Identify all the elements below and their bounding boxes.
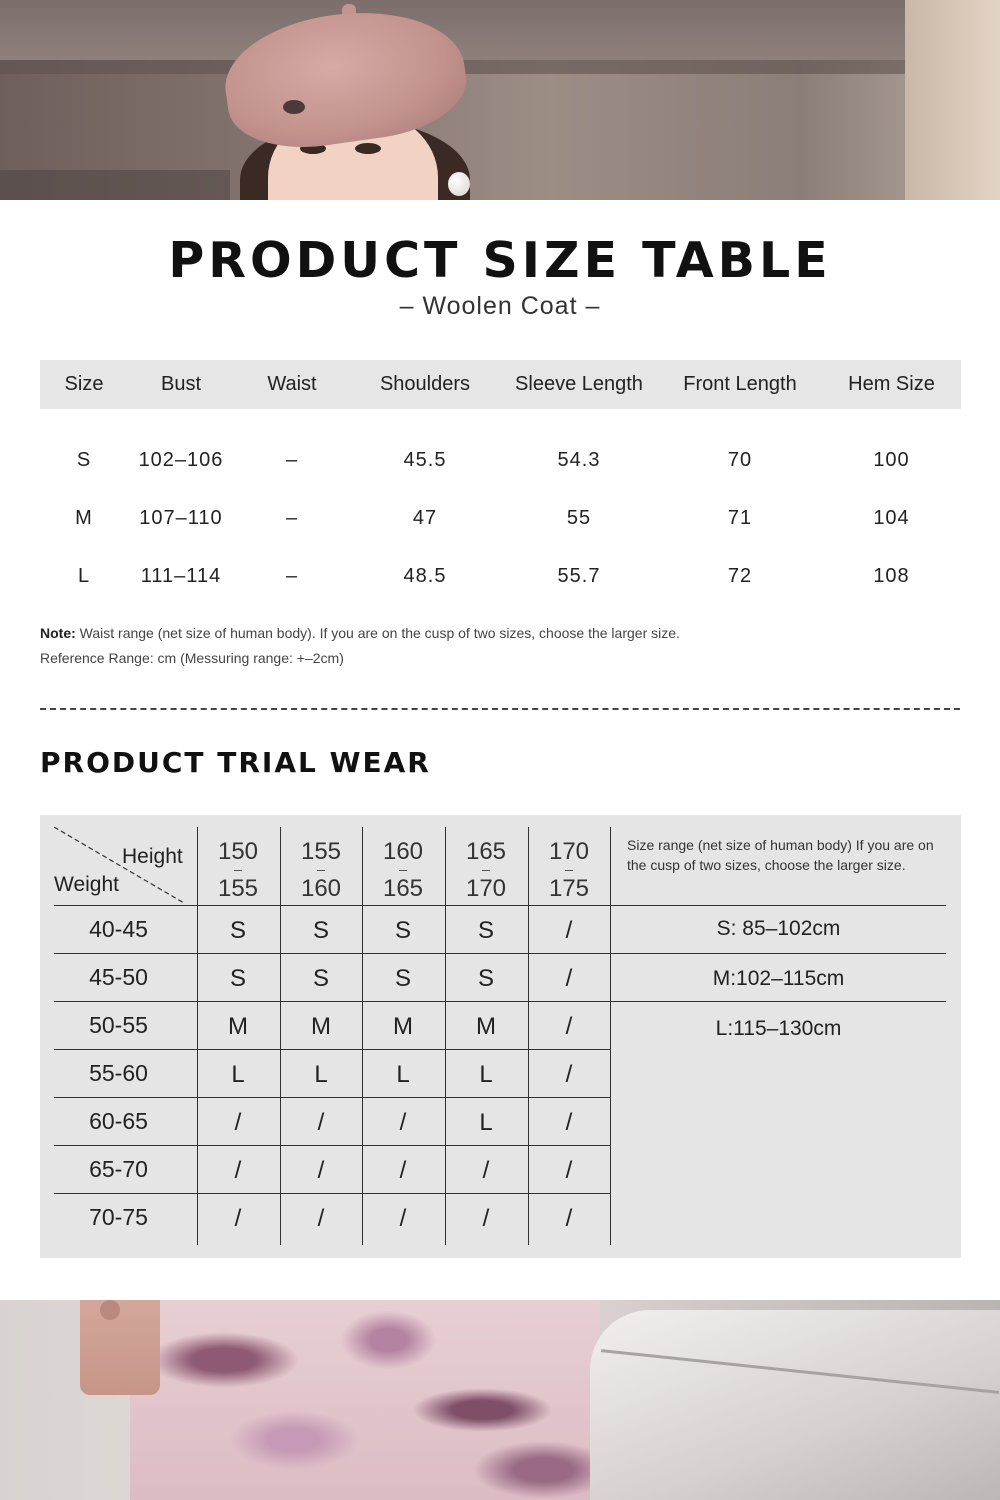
size-cell: / [399, 1205, 407, 1232]
size-cell: / [565, 1205, 573, 1232]
size-cell: S [477, 965, 494, 992]
cell-hem-size: 100 [873, 449, 910, 471]
size-cell: / [234, 1109, 242, 1136]
size-cell: L [396, 1061, 410, 1088]
cell-shoulders: 45.5 [403, 449, 447, 471]
trial-wear-table [40, 815, 961, 1258]
height-top: 170 [548, 838, 590, 865]
cell-size: S [76, 449, 92, 471]
cell-sleeve-length: 55.7 [557, 565, 601, 587]
size-note [40, 625, 960, 641]
table-row [40, 556, 961, 596]
height-bottom: 170 [465, 875, 507, 902]
model-photo-bottom [0, 1300, 1000, 1500]
header-shoulders: Shoulders [379, 373, 471, 395]
page-title: PRODUCT SIZE TABLE [168, 232, 832, 289]
height-bottom: 175 [548, 875, 590, 902]
size-range-s: S: 85–102cm [716, 917, 841, 940]
size-cell: S [394, 917, 411, 944]
dashed-divider [40, 708, 960, 710]
height-column-header [280, 833, 362, 907]
cell-size: L [77, 565, 91, 587]
cell-sleeve-length: 54.3 [557, 449, 601, 471]
header-sleeve-length: Sleeve Length [515, 373, 643, 395]
size-cell: M [228, 1013, 248, 1040]
size-cell: / [565, 1061, 573, 1088]
cell-waist: – [285, 565, 299, 587]
size-cell: / [565, 1013, 573, 1040]
height-top: 155 [300, 838, 342, 865]
size-cell: / [565, 1109, 573, 1136]
size-range-l: L:115–130cm [715, 1017, 842, 1040]
size-cell: L [314, 1061, 328, 1088]
size-cell: / [565, 917, 573, 944]
cell-hem-size: 108 [873, 565, 910, 587]
header-waist: Waist [267, 373, 317, 395]
model-photo-top [0, 0, 1000, 200]
size-cell: / [482, 1205, 490, 1232]
weight-range: 55-60 [89, 1060, 148, 1086]
size-table-header [40, 360, 961, 409]
cell-sleeve-length: 55 [566, 507, 592, 529]
floral-skirt [130, 1300, 600, 1500]
cell-shoulders: 48.5 [403, 565, 447, 587]
cell-front-length: 72 [727, 565, 753, 587]
pearl-earring-icon [448, 172, 470, 196]
cell-bust: 102–106 [138, 449, 224, 471]
height-top: 165 [465, 838, 507, 865]
size-cell: L [479, 1109, 493, 1136]
height-column-header [528, 833, 610, 907]
note-text: Waist range (net size of human body). If you are on the cusp of two sizes, choose the larger size. [75, 625, 680, 641]
height-column-header [197, 833, 279, 907]
cell-shoulders: 47 [412, 507, 438, 529]
height-top: 160 [382, 838, 424, 865]
height-bottom: 165 [382, 875, 424, 902]
size-range-m: M:102–115cm [712, 967, 845, 990]
page-subtitle: – Woolen Coat – [399, 292, 601, 320]
size-cell: S [229, 917, 246, 944]
weight-range: 60-65 [89, 1108, 148, 1134]
size-chart-card [0, 200, 1000, 1300]
header-front-length: Front Length [683, 373, 797, 395]
header-bust: Bust [160, 373, 202, 395]
weight-range: 50-55 [89, 1012, 148, 1038]
size-cell: S [477, 917, 494, 944]
size-cell: / [317, 1205, 325, 1232]
weight-range: 65-70 [89, 1156, 148, 1182]
table-row [40, 498, 961, 538]
height-top: 150 [217, 838, 259, 865]
reference-range: Reference Range: cm (Messuring range: +–2cm) [40, 650, 344, 666]
weight-label: Weight [54, 873, 119, 896]
table-row [40, 440, 961, 480]
weight-range: 70-75 [89, 1204, 148, 1230]
size-cell: / [399, 1109, 407, 1136]
height-bottom: 160 [300, 875, 342, 902]
size-cell: / [482, 1157, 490, 1184]
size-cell: S [312, 917, 329, 944]
height-label: Height [122, 845, 183, 868]
cell-bust: 111–114 [140, 565, 222, 587]
size-cell: M [311, 1013, 331, 1040]
cell-waist: – [285, 449, 299, 471]
size-cell: L [231, 1061, 245, 1088]
car-background [590, 1310, 1000, 1500]
size-cell: / [317, 1109, 325, 1136]
height-column-header [362, 833, 444, 907]
cell-waist: – [285, 507, 299, 529]
size-cell: L [479, 1061, 493, 1088]
trial-wear-title: PRODUCT TRIAL WEAR [40, 746, 431, 779]
size-cell: S [229, 965, 246, 992]
size-cell: / [317, 1157, 325, 1184]
cell-front-length: 71 [727, 507, 753, 529]
cell-front-length: 70 [727, 449, 753, 471]
size-cell: / [234, 1157, 242, 1184]
size-cell: / [565, 965, 573, 992]
size-cell: / [234, 1205, 242, 1232]
header-hem-size: Hem Size [848, 373, 935, 395]
size-cell: M [393, 1013, 413, 1040]
size-cell: S [394, 965, 411, 992]
weight-range: 40-45 [89, 916, 148, 942]
size-range-note: Size range (net size of human body) If you are on the cusp of two sizes, choose the larger size. [627, 837, 934, 873]
height-bottom: 155 [217, 875, 259, 902]
size-cell: S [312, 965, 329, 992]
height-column-header [445, 833, 527, 907]
size-cell: / [565, 1157, 573, 1184]
cell-hem-size: 104 [873, 507, 910, 529]
handbag-icon [80, 1300, 160, 1395]
weight-range: 45-50 [89, 964, 148, 990]
cell-size: M [75, 507, 93, 529]
header-size: Size [64, 373, 104, 395]
cell-bust: 107–110 [139, 507, 223, 529]
size-cell: M [476, 1013, 496, 1040]
size-cell: / [399, 1157, 407, 1184]
note-label: Note: [40, 625, 76, 641]
